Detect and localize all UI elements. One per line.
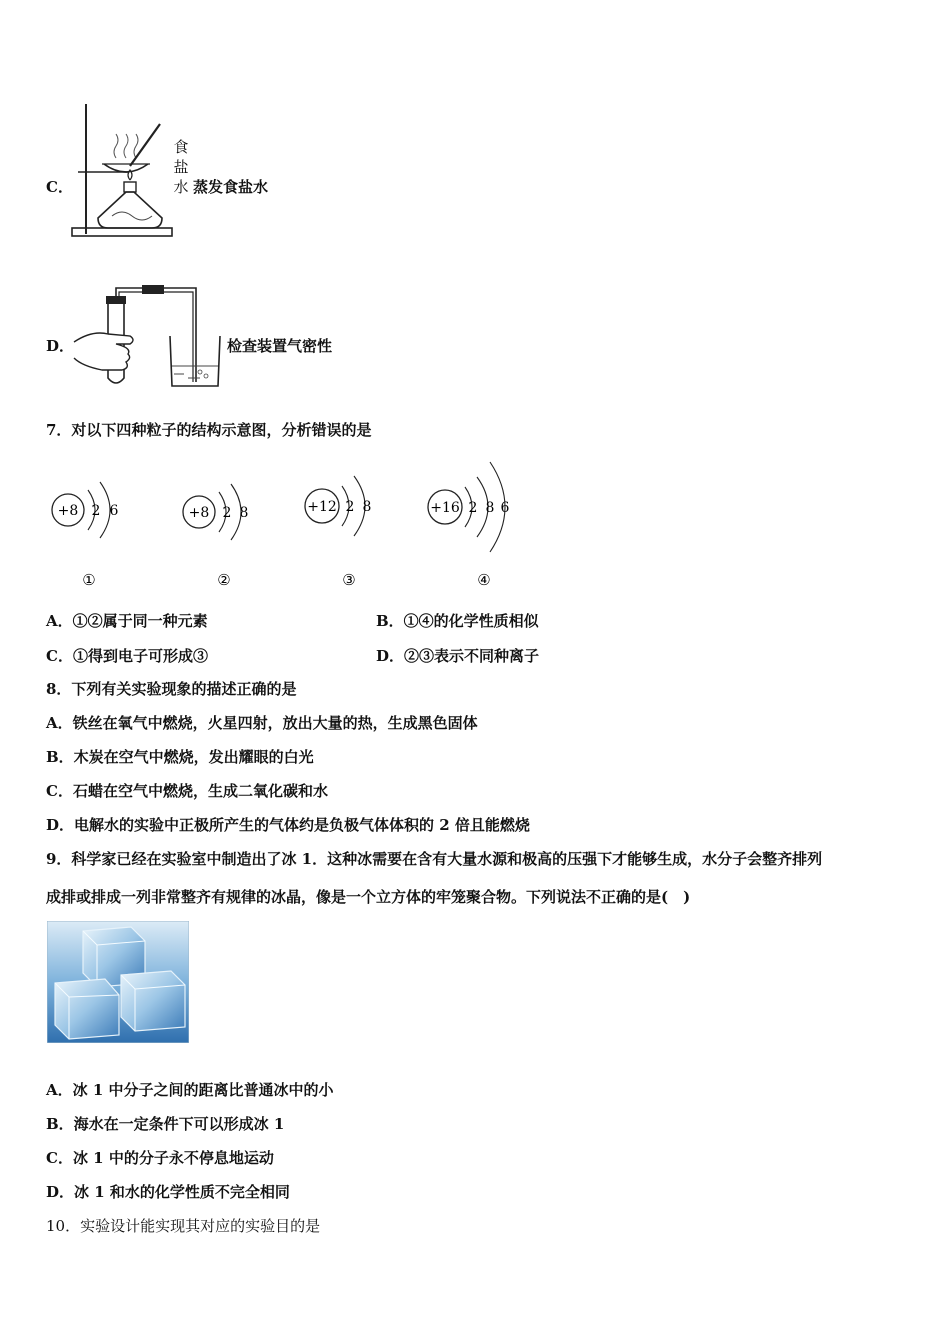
particle-4-label: ④ [477,571,491,589]
q7-option-b[interactable]: B．①④的化学性质相似 [376,612,539,630]
particle-4-nucleus: +16 [430,500,460,516]
q9-option-a[interactable]: A．冰 1 中分子之间的距离比普通冰中的小 [46,1081,334,1099]
particle-3-label: ③ [342,571,356,589]
particle-2-shell-1: 2 [222,505,232,521]
airtightness-apparatus-figure [72,282,222,392]
q7-option-a[interactable]: A．①②属于同一种元素 [46,612,208,630]
particle-4-diagram [428,462,510,589]
q9-option-d[interactable]: D．冰 1 和水的化学性质不完全相同 [46,1183,290,1201]
q8-option-d[interactable]: D．电解水的实验中正极所产生的气体约是负极气体体积的 2 倍且能燃烧 [46,816,530,834]
particle-2-diagram [183,484,248,589]
question-9-stem-line-1: 9．科学家已经在实验室中制造出了冰 1．这种冰需要在含有大量水源和极高的压强下才能够生成，水分子会整齐排列 [46,850,823,868]
particle-1-label: ① [82,571,96,589]
particle-1-shell-2: 6 [109,503,119,519]
question-10-stem: 10．实验设计能实现其对应的实验目的是 [46,1217,321,1235]
particle-3-nucleus: +12 [307,499,337,515]
ice-cubes-photo [47,921,189,1043]
particle-2-shell-2: 8 [239,505,249,521]
particle-3-diagram [305,476,371,589]
option-c-caption: 蒸发食盐水 [193,178,269,196]
option-d-letter: D． [46,337,75,355]
particle-1-diagram [52,482,119,589]
question-8-stem: 8．下列有关实验现象的描述正确的是 [46,680,297,698]
q8-option-b[interactable]: B．木炭在空气中燃烧，发出耀眼的白光 [46,748,314,766]
particle-1-shell-1: 2 [91,503,101,519]
q9-option-b[interactable]: B．海水在一定条件下可以形成冰 1 [46,1115,285,1133]
q7-option-d[interactable]: D．②③表示不同种离子 [376,647,540,665]
option-d-caption: 检查装置气密性 [227,337,333,355]
particle-3-shell-1: 2 [345,499,355,515]
salt-water-label: 食 盐 水 [173,138,189,196]
q8-option-c[interactable]: C．石蜡在空气中燃烧，生成二氧化碳和水 [46,782,328,800]
question-9-stem-line-2: 成排或排成一列非常整齐有规律的冰晶，像是一个立方体的牢笼聚合物。下列说法不正确的是( ) [46,888,691,906]
q9-option-c[interactable]: C．冰 1 中的分子永不停息地运动 [46,1149,274,1167]
particle-structure-diagrams [40,448,540,598]
particle-4-shell-3: 6 [500,500,510,516]
evaporation-apparatus-figure [68,100,178,240]
q8-option-a[interactable]: A．铁丝在氧气中燃烧，火星四射，放出大量的热，生成黑色固体 [46,714,478,732]
particle-1-nucleus: +8 [57,503,79,519]
option-c-letter: C． [46,178,73,196]
q7-option-c[interactable]: C．①得到电子可形成③ [46,647,208,665]
particle-2-label: ② [217,571,231,589]
particle-3-shell-2: 8 [362,499,372,515]
particle-4-shell-2: 8 [485,500,495,516]
question-7-stem: 7．对以下四种粒子的结构示意图，分析错误的是 [46,421,372,439]
particle-2-nucleus: +8 [188,505,210,521]
particle-4-shell-1: 2 [468,500,478,516]
